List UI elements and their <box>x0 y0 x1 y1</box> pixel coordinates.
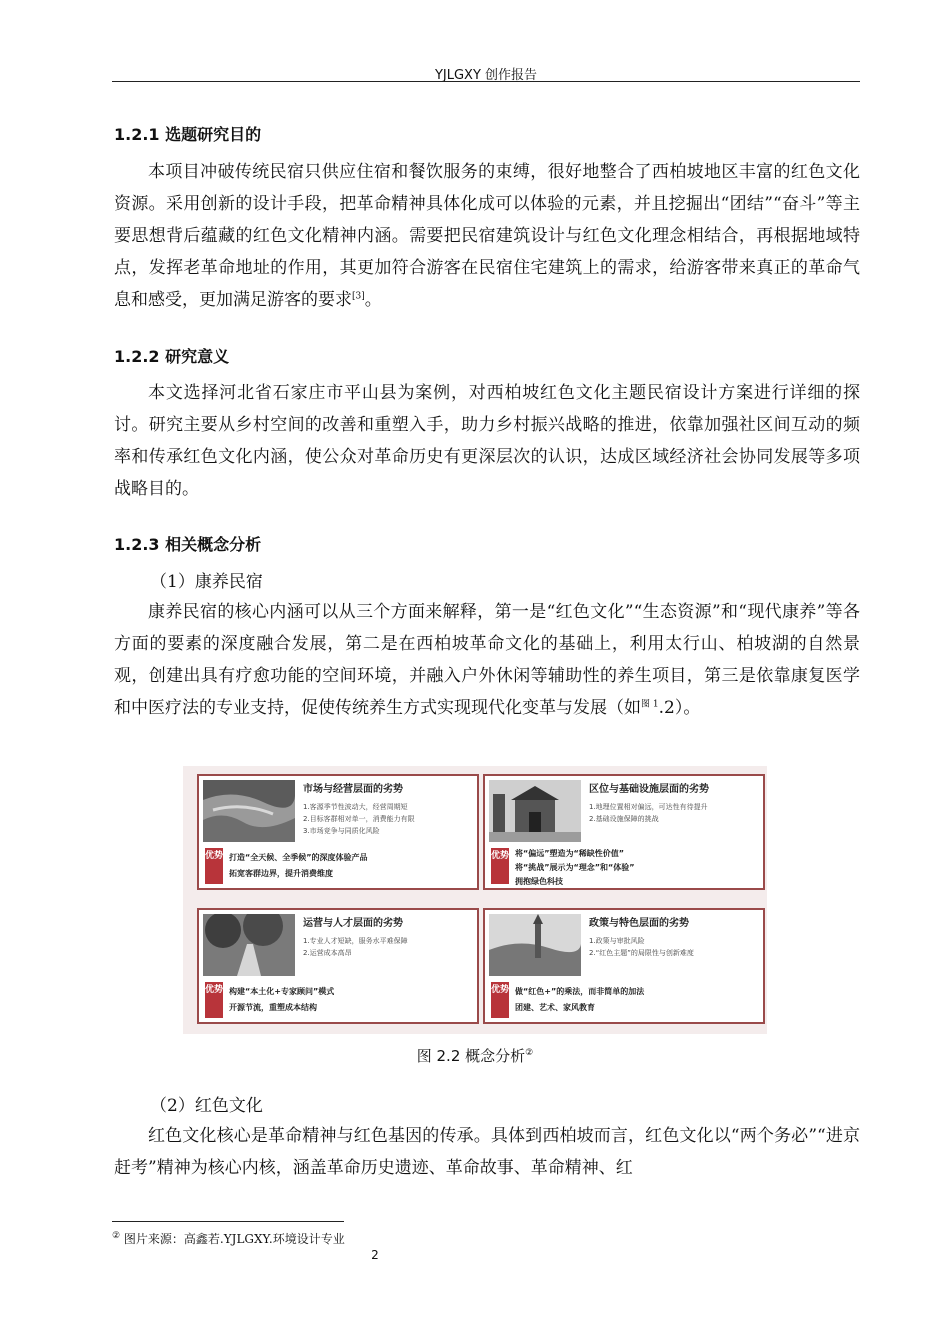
section-heading-3: 1.2.3 相关概念分析 <box>114 535 262 554</box>
panel-4-adv-2: 团建、艺术、家风教育 <box>515 1003 595 1012</box>
panel-2-adv-2: 将“挑战”展示为“理念”和“体验” <box>515 863 635 872</box>
panel-3-adv-2: 开源节流，重塑成本结构 <box>229 1003 317 1012</box>
footnote-rule <box>112 1221 344 1222</box>
subheading-kangyang: （1）康养民宿 <box>150 572 263 592</box>
lake-photo <box>203 780 295 842</box>
panel-1-adv-1: 打造“全天候、全季候”的深度体验产品 <box>229 853 368 862</box>
footnote-text: 图片来源：高鑫若.YJLGXY.环境设计专业 <box>120 1232 345 1246</box>
figure-caption <box>0 1045 950 1066</box>
panel-1-adv-2: 拓宽客群边界，提升消费维度 <box>229 869 333 878</box>
panel-2-advantage-badge: 优势 <box>491 848 509 884</box>
panel-2-adv-1: 将“偏远”塑造为“稀缺性价值” <box>515 849 625 858</box>
panel-3-advantage-badge: 优势 <box>205 982 223 1018</box>
page-header: YJLGXY 创作报告 <box>434 68 538 83</box>
section-heading-1: 1.2.1 选题研究目的 <box>114 125 262 144</box>
header-rule <box>112 81 860 82</box>
footnote <box>112 1230 345 1247</box>
panel-2-item-2: 2.基础设施保障的挑战 <box>589 815 659 823</box>
paragraph-1-text: 本项目冲破传统民宿只供应住宿和餐饮服务的束缚，很好地整合了西柏坡地区丰富的红色文化资源。采用创新的设计手段，把革命精神具体化成可以体验的元素，并且挖掘出“团结”“奋斗”等主要思想背后蕴藏的红色文化精神内涵。需要把民宿建筑设计与红色文化理念相结合，再根据地域特点，发挥老革命地址的作用，其更加符合游客在民宿住宅建筑上的需求，给游客带来真正的革命气息和感受，更加满足游客的要求 <box>114 162 860 310</box>
figure-panel-policy <box>483 908 765 1024</box>
figure-caption-text: 图 2.2 概念分析 <box>416 1047 526 1065</box>
paragraph-3-text: 康养民宿的核心内涵可以从三个方面来解释，第一是“红色文化”“生态资源”和“现代康养”等各方面的要素的深度融合发展，第二是在西柏坡革命文化的基础上，利用太行山、柏坡湖的自然景观，创建出具有疗愈功能的空间环境，并融入户外休闲等辅助性的养生项目，第三是依靠康复医学和中医疗法的专业支持，促使传统养生方式实现现代化变革与发展（如 <box>114 602 860 718</box>
figure-panel-operations <box>197 908 479 1024</box>
monument-photo <box>489 914 581 976</box>
panel-1-item-1: 1.客源季节性波动大，经营周期短 <box>303 803 408 811</box>
paragraph-1-end: 。 <box>364 290 382 310</box>
subheading-red-culture: （2）红色文化 <box>150 1096 263 1116</box>
panel-4-item-2: 2.“红色主题”的局限性与创新难度 <box>589 949 694 957</box>
figure-caption-note: ② <box>525 1048 534 1058</box>
paragraph-2: 本文选择河北省石家庄市平山县为案例，对西柏坡红色文化主题民宿设计方案进行详细的探讨。研究主要从乡村空间的改善和重塑入手，助力乡村振兴战略的推进，依靠加强社区间互动的频率和传承红色文化内涵，使公众对革命历史有更深层次的认识，达成区域经济社会协同发展等多项战略目的。 <box>114 383 860 499</box>
panel-1-item-3: 3.市场竞争与同质化风险 <box>303 827 380 835</box>
panel-4-advantage-badge: 优势 <box>491 982 509 1018</box>
paragraph-3-end: .2）。 <box>658 698 701 718</box>
footnote-mark: ② <box>112 1231 121 1241</box>
panel-2-item-1: 1.地理位置相对偏远，可达性有待提升 <box>589 803 708 811</box>
panel-4-adv-1: 做“红色+”的乘法，而非简单的加法 <box>515 987 645 996</box>
paragraph-1 <box>114 156 860 316</box>
paragraph-4: 红色文化核心是革命精神与红色基因的传承。具体到西柏坡而言，红色文化以“两个务必”“进京赶考”精神为核心内核，涵盖革命历史遗迹、革命故事、革命精神、红 <box>114 1126 860 1178</box>
panel-4-item-1: 1.政策与审批风险 <box>589 937 645 945</box>
figure-panel-market <box>197 774 479 890</box>
figure-ref-mark: 图 1 <box>641 699 659 710</box>
panel-1-item-2: 2.目标客群相对单一，消费能力有限 <box>303 815 415 823</box>
section-heading-2: 1.2.2 研究意义 <box>114 347 230 366</box>
panel-3-adv-1: 构建“本土化+专家顾问”模式 <box>229 987 335 996</box>
panel-3-item-2: 2.运营成本高昂 <box>303 949 352 957</box>
tree-path-photo <box>203 914 295 976</box>
panel-4-title: 政策与特色层面的劣势 <box>589 918 689 929</box>
figure-panel-location <box>483 774 765 890</box>
concept-figure <box>183 766 767 1034</box>
panel-1-advantage-badge: 优势 <box>205 848 223 884</box>
reference-mark: [3] <box>352 291 365 302</box>
panel-2-adv-3: 拥抱绿色科技 <box>515 877 563 886</box>
panel-2-title: 区位与基础设施层面的劣势 <box>589 784 709 795</box>
panel-1-title: 市场与经营层面的劣势 <box>303 784 403 795</box>
panel-3-title: 运营与人才层面的劣势 <box>303 918 403 929</box>
paragraph-3 <box>114 596 860 724</box>
page-number: 2 <box>371 1248 379 1262</box>
panel-3-item-1: 1.专业人才短缺，服务水平难保障 <box>303 937 408 945</box>
gate-photo <box>489 780 581 842</box>
